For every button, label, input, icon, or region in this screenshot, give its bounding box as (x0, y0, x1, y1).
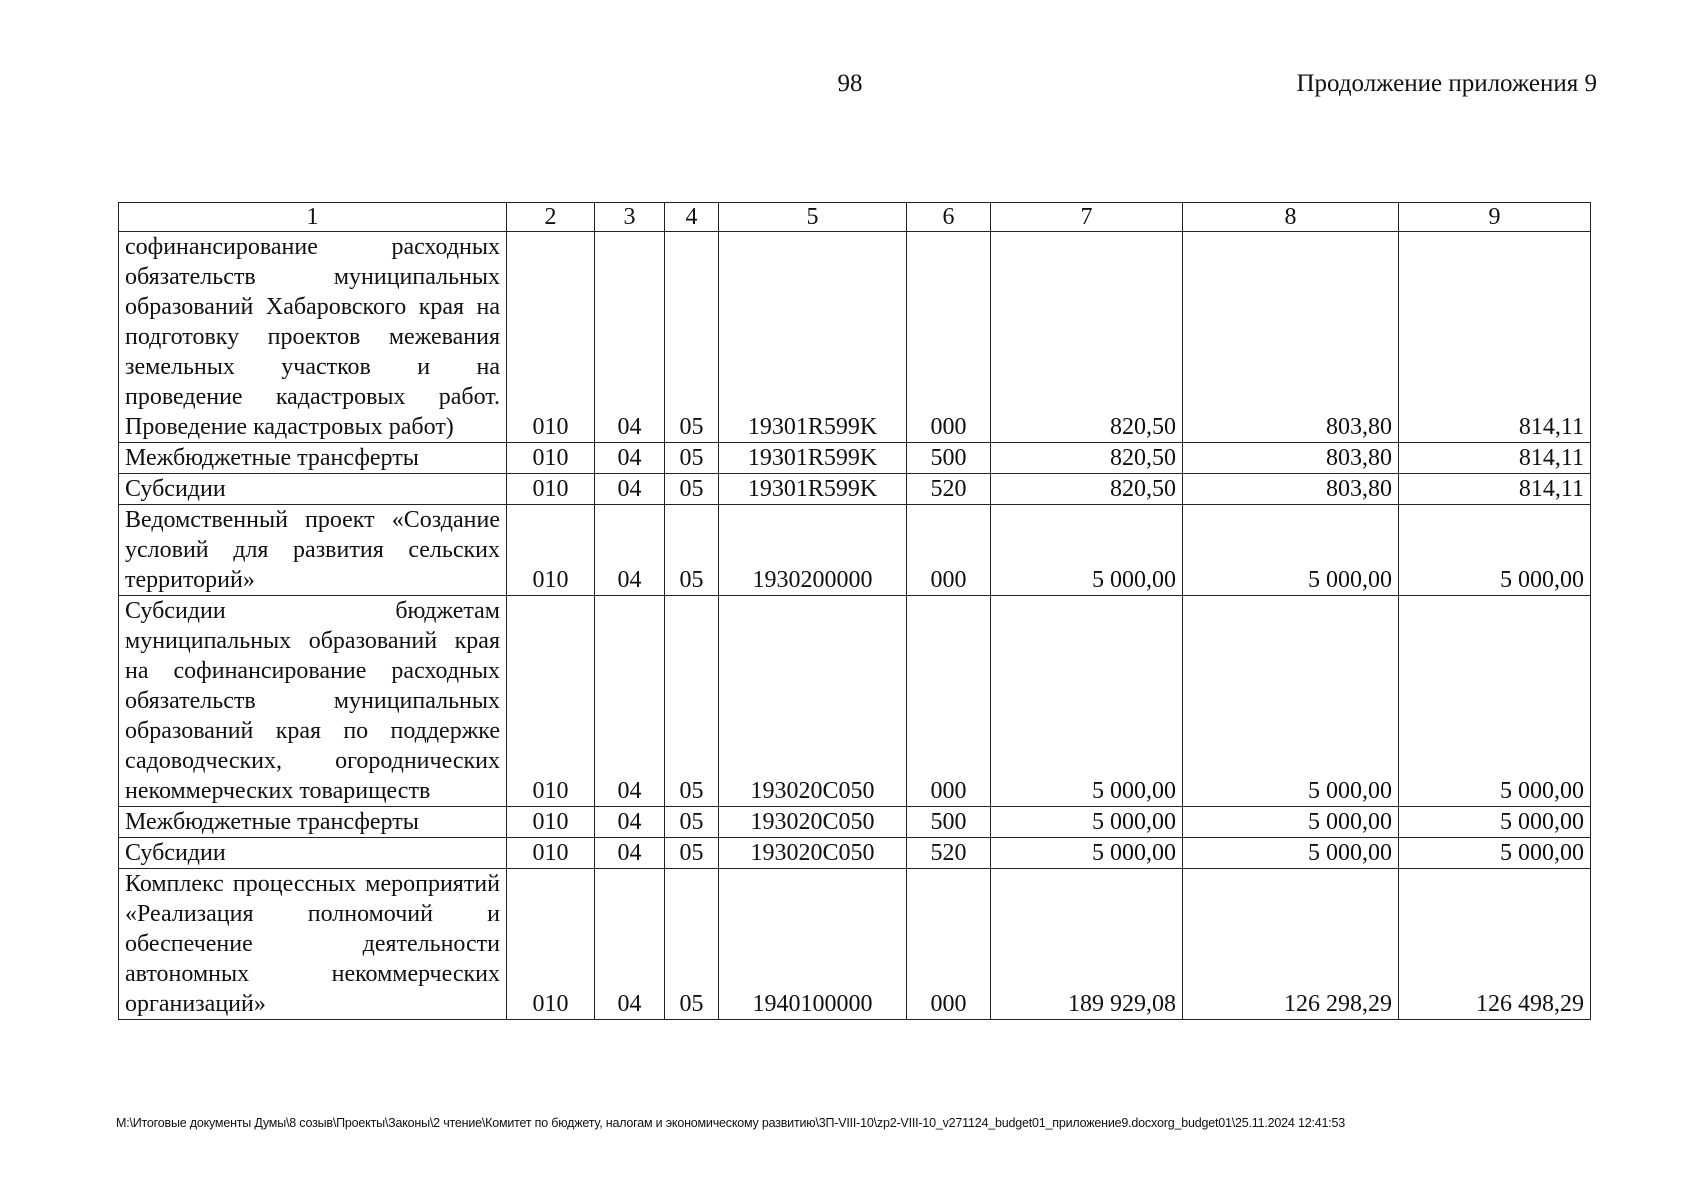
cell-description: Субсидии (119, 838, 507, 869)
cell-col-8: 5 000,00 (1183, 505, 1399, 596)
table-row (119, 838, 1591, 869)
cell-description: Межбюджетные трансферты (119, 443, 507, 474)
continuation-label: Продолжение приложения 9 (1296, 70, 1597, 97)
table-row (119, 474, 1591, 505)
cell-col-4: 05 (665, 232, 719, 443)
cell-col-3: 04 (595, 505, 665, 596)
cell-col-6: 000 (907, 232, 991, 443)
cell-col-7: 820,50 (991, 443, 1183, 474)
cell-col-5: 19301R599K (719, 474, 907, 505)
cell-col-2: 010 (507, 596, 595, 807)
cell-col-6: 500 (907, 807, 991, 838)
cell-col-2: 010 (507, 869, 595, 1020)
cell-col-3: 04 (595, 443, 665, 474)
cell-col-2: 010 (507, 474, 595, 505)
cell-col-7: 820,50 (991, 474, 1183, 505)
column-header: 8 (1183, 203, 1399, 232)
cell-col-2: 010 (507, 232, 595, 443)
cell-col-7: 5 000,00 (991, 838, 1183, 869)
cell-col-4: 05 (665, 443, 719, 474)
column-header: 7 (991, 203, 1183, 232)
cell-col-9: 814,11 (1399, 232, 1591, 443)
cell-description: Субсидии бюджетам муниципальных образований края на софинансирование расходных обязательств муниципальных образований края по поддержке садоводческих, огороднических некоммерческих товариществ (119, 596, 507, 807)
cell-description: Ведомственный проект «Создание условий для развития сельских территорий» (119, 505, 507, 596)
cell-col-4: 05 (665, 474, 719, 505)
table-row (119, 807, 1591, 838)
cell-col-4: 05 (665, 596, 719, 807)
cell-col-3: 04 (595, 596, 665, 807)
cell-col-3: 04 (595, 232, 665, 443)
cell-col-5: 19301R599K (719, 443, 907, 474)
cell-col-9: 5 000,00 (1399, 807, 1591, 838)
cell-col-9: 126 498,29 (1399, 869, 1591, 1020)
cell-col-4: 05 (665, 505, 719, 596)
cell-col-2: 010 (507, 838, 595, 869)
table-row (119, 232, 1591, 443)
cell-col-3: 04 (595, 474, 665, 505)
cell-col-4: 05 (665, 807, 719, 838)
budget-table (118, 202, 1591, 1020)
cell-col-2: 010 (507, 807, 595, 838)
cell-col-5: 1930200000 (719, 505, 907, 596)
cell-col-8: 5 000,00 (1183, 596, 1399, 807)
cell-col-6: 000 (907, 596, 991, 807)
cell-col-9: 814,11 (1399, 443, 1591, 474)
column-header: 1 (119, 203, 507, 232)
table-row (119, 505, 1591, 596)
cell-col-8: 803,80 (1183, 474, 1399, 505)
cell-col-5: 193020C050 (719, 807, 907, 838)
cell-col-7: 5 000,00 (991, 505, 1183, 596)
cell-col-7: 820,50 (991, 232, 1183, 443)
cell-col-2: 010 (507, 443, 595, 474)
column-header: 2 (507, 203, 595, 232)
cell-col-9: 5 000,00 (1399, 505, 1591, 596)
cell-col-5: 1940100000 (719, 869, 907, 1020)
cell-col-6: 520 (907, 474, 991, 505)
cell-col-5: 19301R599K (719, 232, 907, 443)
cell-col-7: 5 000,00 (991, 596, 1183, 807)
cell-description: Межбюджетные трансферты (119, 807, 507, 838)
cell-col-3: 04 (595, 807, 665, 838)
cell-col-9: 5 000,00 (1399, 838, 1591, 869)
column-header: 6 (907, 203, 991, 232)
cell-col-8: 5 000,00 (1183, 838, 1399, 869)
table-row (119, 596, 1591, 807)
cell-description: софинансирование расходных обязательств муниципальных образований Хабаровского края на подготовку проектов межевания земельных участков и на проведение кадастровых работ. Проведение кадастровых работ) (119, 232, 507, 443)
cell-col-6: 520 (907, 838, 991, 869)
cell-col-3: 04 (595, 869, 665, 1020)
column-header: 4 (665, 203, 719, 232)
footer-file-path: M:\Итоговые документы Думы\8 созыв\Проекты\Законы\2 чтение\Комитет по бюджету, налогам и экономическому развитию\3П-VIII-10\zp2-VIII-10_v271124_budget01_приложение9.docxorg_budget01\25.11.2024 12:41:53 (116, 1116, 1345, 1130)
table-row (119, 869, 1591, 1020)
header-row (119, 203, 1591, 232)
cell-col-7: 5 000,00 (991, 807, 1183, 838)
column-header: 3 (595, 203, 665, 232)
cell-col-8: 803,80 (1183, 443, 1399, 474)
cell-col-8: 803,80 (1183, 232, 1399, 443)
cell-col-9: 814,11 (1399, 474, 1591, 505)
cell-col-6: 000 (907, 869, 991, 1020)
page-number: 98 (837, 70, 863, 97)
cell-col-6: 500 (907, 443, 991, 474)
cell-description: Субсидии (119, 474, 507, 505)
cell-col-5: 193020C050 (719, 838, 907, 869)
cell-col-4: 05 (665, 838, 719, 869)
table-row (119, 443, 1591, 474)
cell-col-4: 05 (665, 869, 719, 1020)
cell-col-8: 5 000,00 (1183, 807, 1399, 838)
cell-col-9: 5 000,00 (1399, 596, 1591, 807)
cell-col-7: 189 929,08 (991, 869, 1183, 1020)
cell-col-5: 193020C050 (719, 596, 907, 807)
cell-col-2: 010 (507, 505, 595, 596)
cell-description: Комплекс процессных мероприятий «Реализация полномочий и обеспечение деятельности автономных некоммерческих организаций» (119, 869, 507, 1020)
column-header: 9 (1399, 203, 1591, 232)
cell-col-3: 04 (595, 838, 665, 869)
cell-col-8: 126 298,29 (1183, 869, 1399, 1020)
cell-col-6: 000 (907, 505, 991, 596)
column-header: 5 (719, 203, 907, 232)
